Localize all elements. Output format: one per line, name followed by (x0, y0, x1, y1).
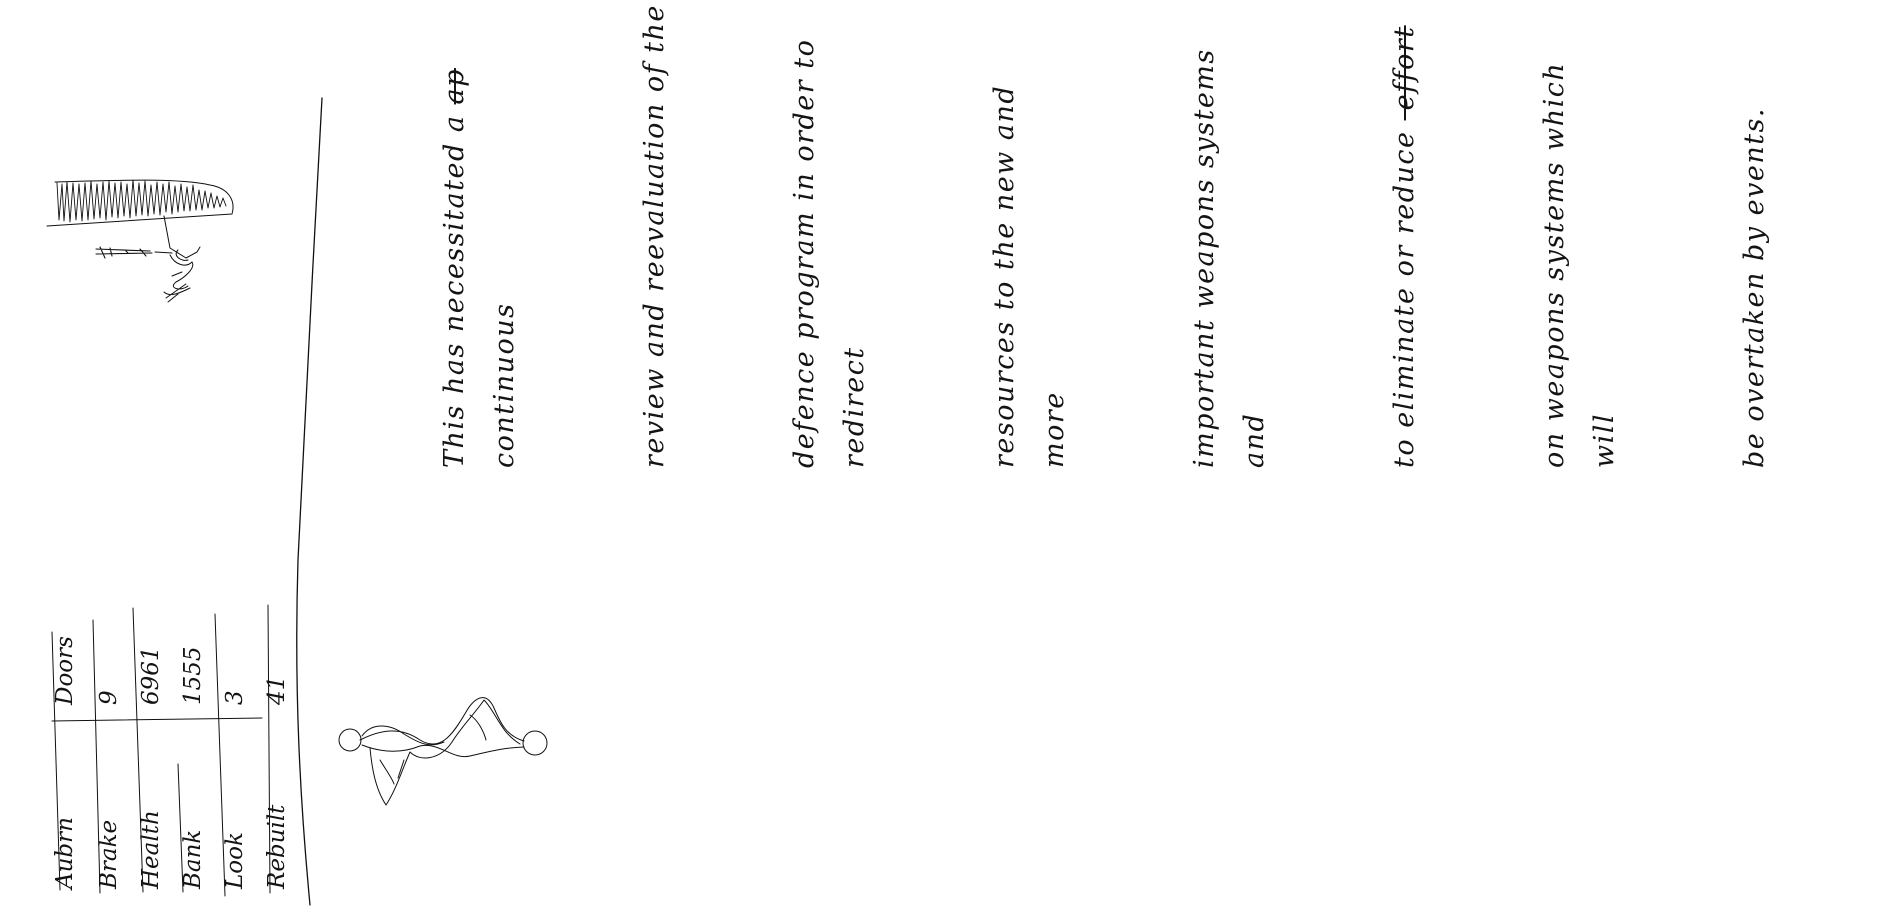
table-row-value: 6961 (138, 646, 164, 705)
paragraph-line: on weapons systems which will (1539, 51, 1620, 468)
paragraph-line: resources to the new and more (989, 74, 1070, 468)
handwritten-table (48, 600, 290, 895)
table-header-row (48, 600, 88, 895)
paragraph-line: to eliminate or reduce effort (1389, 25, 1420, 468)
struck-word: ap (439, 68, 470, 105)
paragraph-line: review and reevaluation of the (639, 4, 670, 468)
handwritten-paragraph (330, 2, 1770, 468)
table-header-label: Aubrn (52, 817, 78, 889)
table-row-value: 1555 (180, 646, 206, 705)
table-header-value: Doors (52, 636, 78, 705)
table-row (134, 600, 174, 895)
table-row-label: Health (138, 810, 164, 889)
table-row-value: 41 (264, 675, 290, 705)
table-row (92, 600, 132, 895)
table-row-label: Bank (180, 829, 206, 889)
paragraph-line: important weapons systems and (1189, 38, 1270, 468)
table-row (218, 600, 258, 895)
scribble-sketch-top (47, 180, 233, 302)
table-row-value: 3 (222, 690, 248, 705)
struck-word: effort (1389, 25, 1420, 121)
table-row (260, 600, 300, 895)
table-row (176, 600, 216, 895)
page-divider-line (297, 98, 322, 905)
paragraph-line: This has necessitated a ap continuous (439, 57, 520, 468)
scribble-sketch-bottom (339, 698, 547, 805)
paragraph-line: be overtaken by events. (1739, 106, 1770, 468)
table-row-label: Brake (96, 819, 122, 889)
paragraph-line: defence program in order to redirect (789, 28, 870, 468)
table-row-value: 9 (96, 690, 122, 705)
table-row-label: Rebuilt (264, 804, 290, 889)
table-row-label: Look (222, 832, 248, 889)
